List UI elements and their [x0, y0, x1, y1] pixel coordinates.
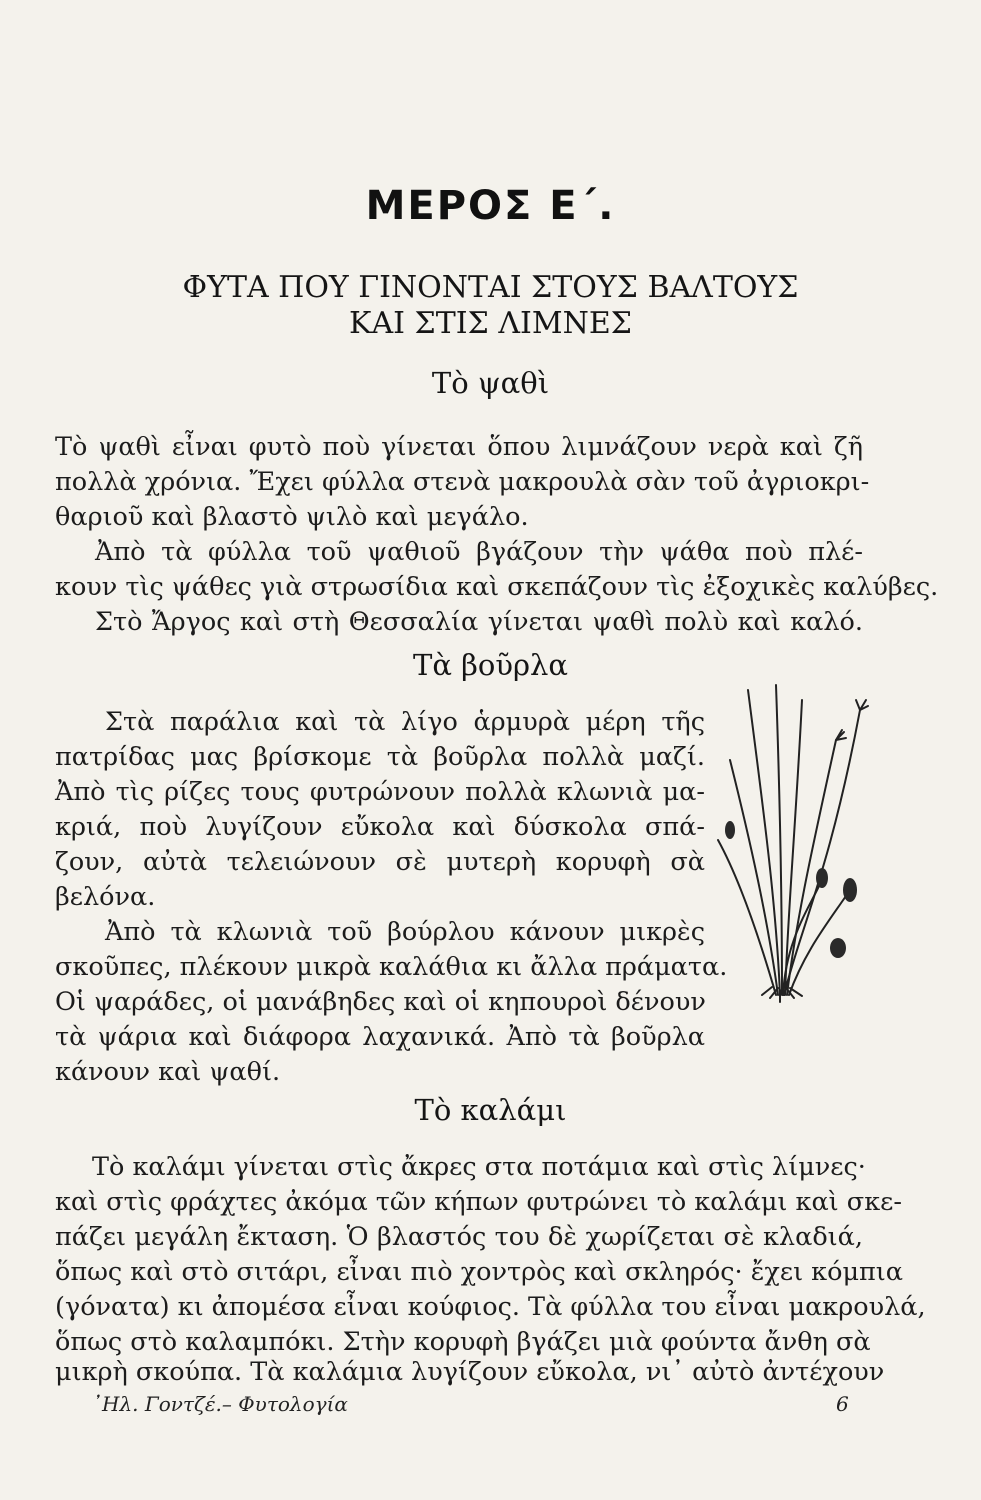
- text-line: πολλὰ χρόνια. Ἔχει φύλλα στενὰ μακρουλὰ σὰν τοῦ ἀγριοκρι-: [55, 467, 870, 497]
- text-line: Στὰ παράλια καὶ τὰ λίγο ἁρμυρὰ μέρη τῆς: [105, 707, 705, 737]
- text-line: (γόνατα) κι ἀπομέσα εἶναι κούφιος. Τὰ φύλλα του εἶναι μακρουλά,: [55, 1292, 926, 1322]
- footer-source: ᾿Ηλ. Γοντζέ.– Φυτολογία: [92, 1392, 348, 1416]
- text-line: Τὸ καλάμι γίνεται στὶς ἄκρες στα ποτάμια καὶ στὶς λίμνες·: [92, 1152, 866, 1182]
- section-heading-vourla: Τὰ βοῦρλα: [412, 648, 568, 682]
- page-number: 6: [836, 1392, 849, 1416]
- text-line: πατρίδας μας βρίσκομε τὰ βοῦρλα πολλὰ μαζί.: [55, 742, 705, 772]
- text-line: κριά, ποὺ λυγίζουν εὔκολα καὶ δύσκολα σπά-: [55, 812, 705, 842]
- text-line: ὅπως στὸ καλαμπόκι. Στὴν κορυφὴ βγάζει μιὰ φούντα ἄνθη σὰ: [55, 1327, 871, 1357]
- text-line: βελόνα.: [55, 882, 156, 912]
- text-line: θαριοῦ καὶ βλαστὸ ψιλὸ καὶ μεγάλο.: [55, 502, 529, 532]
- part-title: ΜΕΡΟΣ Ε΄.: [365, 183, 616, 229]
- text-line: μικρὴ σκούπα. Τὰ καλάμια λυγίζουν εὔκολα, νι᾽ αὐτὸ ἀντέχουν: [55, 1357, 885, 1387]
- text-line: Ἀπὸ τὰ κλωνιὰ τοῦ βούρλου κάνουν μικρὲς: [105, 917, 705, 947]
- text-line: Ἀπὸ τὶς ρίζες τους φυτρώνουν πολλὰ κλωνιὰ μα-: [55, 777, 705, 807]
- chapter-title-line-2: ΚΑΙ ΣΤΙΣ ΛΙΜΝΕΣ: [349, 306, 632, 341]
- section-heading-kalami: Τὸ καλάμι: [414, 1093, 567, 1127]
- text-line: ὅπως καὶ στὸ σιτάρι, εἶναι πιὸ χοντρὸς καὶ σκληρός· ἔχει κόμπια: [55, 1257, 904, 1287]
- bulrush-plant-drawing: [710, 680, 870, 1010]
- text-line: τὰ ψάρια καὶ διάφορα λαχανικά. Ἀπὸ τὰ βοῦρλα: [55, 1022, 705, 1052]
- text-line: ζουν, αὐτὰ τελειώνουν σὲ μυτερὴ κορυφὴ σὰ: [55, 847, 705, 877]
- text-line: Οἱ ψαράδες, οἱ μανάβηδες καὶ οἱ κηπουροὶ δένουν: [55, 987, 706, 1017]
- section-heading-psathi: Τὸ ψαθὶ: [431, 366, 550, 400]
- chapter-title-line-1: ΦΥΤΑ ΠΟΥ ΓΙΝΟΝΤΑΙ ΣΤΟΥΣ ΒΑΛΤΟΥΣ: [182, 270, 799, 305]
- text-line: Στὸ Ἄργος καὶ στὴ Θεσσαλία γίνεται ψαθὶ πολὺ καὶ καλό.: [95, 607, 863, 637]
- text-line: κουν τὶς ψάθες γιὰ στρωσίδια καὶ σκεπάζουν τὶς ἐξοχικὲς καλύβες.: [55, 572, 939, 602]
- text-line: πάζει μεγάλη ἔκταση. Ὁ βλαστός του δὲ χωρίζεται σὲ κλαδιά,: [55, 1222, 863, 1252]
- text-line: Τὸ ψαθὶ εἶναι φυτὸ ποὺ γίνεται ὅπου λιμνάζουν νερὰ καὶ ζῆ: [55, 432, 863, 462]
- text-line: κάνουν καὶ ψαθί.: [55, 1057, 281, 1087]
- text-line: Ἀπὸ τὰ φύλλα τοῦ ψαθιοῦ βγάζουν τὴν ψάθα ποὺ πλέ-: [95, 537, 863, 567]
- text-line: σκοῦπες, πλέκουν μικρὰ καλάθια κι ἄλλα πράματα.: [55, 952, 728, 982]
- text-line: καὶ στὶς φράχτες ἀκόμα τῶν κήπων φυτρώνει τὸ καλάμι καὶ σκε-: [55, 1187, 902, 1217]
